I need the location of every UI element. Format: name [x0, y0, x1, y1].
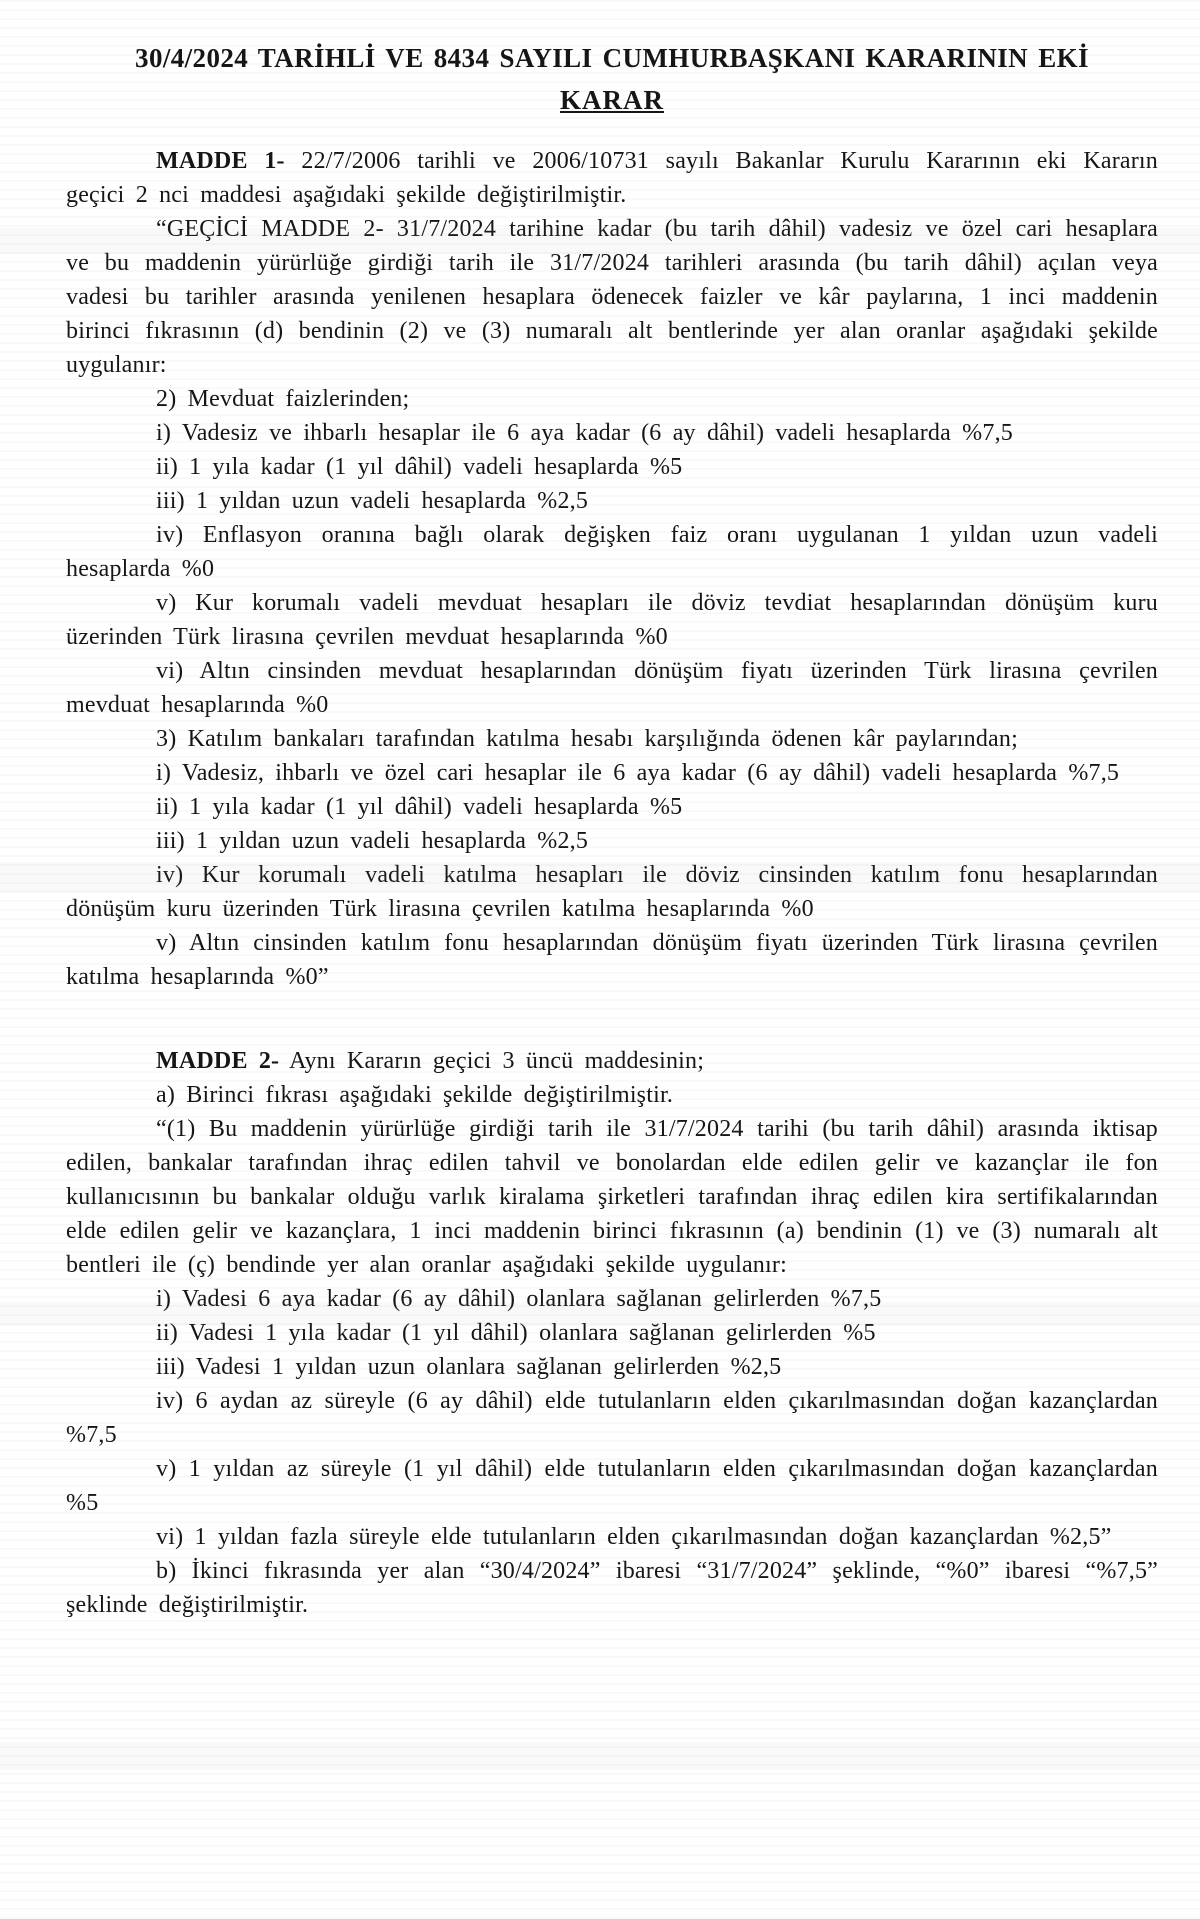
- madde1-item-2-iii: iii) 1 yıldan uzun vadeli hesaplarda %2,5: [156, 488, 589, 514]
- scan-artifact: [0, 1742, 1200, 1770]
- madde1-item-3-ii: ii) 1 yıla kadar (1 yıl dâhil) vadeli hesaplarda %5: [156, 794, 683, 820]
- madde1-item-2-v: v) Kur korumalı vadeli mevduat hesapları ile döviz tevdiat hesaplarından dönüşüm kuru üzerinden Türk lirasına çevrilen mevduat hesaplarında %0: [66, 590, 1158, 650]
- madde1-item-3-i: i) Vadesiz, ihbarlı ve özel cari hesaplar ile 6 aya kadar (6 ay dâhil) vadeli hesaplarda %7,5: [156, 760, 1120, 786]
- madde2-item-v: v) 1 yıldan az süreyle (1 yıl dâhil) elde tutulanların elden çıkarılmasından doğan kazançlardan %5: [66, 1456, 1158, 1516]
- madde1-item-2-i: i) Vadesiz ve ihbarlı hesaplar ile 6 aya kadar (6 ay dâhil) vadeli hesaplarda %7,5: [156, 420, 1013, 446]
- madde1-intro-text: 22/7/2006 tarihli ve 2006/10731 sayılı Bakanlar Kurulu Kararının eki Kararın geçici 2 nci maddesi aşağıdaki şekilde değiştirilmiştir.: [66, 148, 1159, 208]
- madde2-item-ii: ii) Vadesi 1 yıla kadar (1 yıl dâhil) olanlara sağlanan gelirlerden %5: [156, 1320, 876, 1346]
- madde2-item-iii: iii) Vadesi 1 yıldan uzun olanlara sağlanan gelirlerden %2,5: [156, 1354, 782, 1380]
- madde2-intro-text: Aynı Kararın geçici 3 üncü maddesinin;: [289, 1048, 705, 1074]
- madde2-item-i: i) Vadesi 6 aya kadar (6 ay dâhil) olanlara sağlanan gelirlerden %7,5: [156, 1286, 882, 1312]
- document-subtitle: KARAR: [560, 85, 664, 115]
- madde2-item-vi: vi) 1 yıldan fazla süreyle elde tutulanların elden çıkarılmasından doğan kazançlardan %2,5”: [156, 1524, 1112, 1550]
- madde1-item-3-v: v) Altın cinsinden katılım fonu hesaplarından dönüşüm fiyatı üzerinden Türk lirasına çevrilen katılma hesaplarında %0”: [66, 930, 1158, 990]
- madde1-item-2-vi: vi) Altın cinsinden mevduat hesaplarından dönüşüm fiyatı üzerinden Türk lirasına çevrilen mevduat hesaplarında %0: [66, 658, 1158, 718]
- madde2-fikra1-paragraph: “(1) Bu maddenin yürürlüğe girdiği tarih ile 31/7/2024 tarihi (bu tarih dâhil) arasında iktisap edilen, bankalar tarafından ihraç edilen tahvil ve bonolardan elde edilen gelir ve kazançlar ile fon kullanıcısının bu bankalar olduğu varlık kiralama şirketleri tarafından ihraç edilen kira sertifikalarından elde edilen gelir ve kazançlara, 1 inci maddenin birinci fıkrasının (a) bendinin (1) ve (3) numaralı alt bentleri ile (ç) bendinde yer alan oranlar aşağıdaki şekilde uygulanır:: [66, 1116, 1158, 1278]
- madde1-gecici-madde-paragraph: “GEÇİCİ MADDE 2- 31/7/2024 tarihine kadar (bu tarih dâhil) vadesiz ve özel cari hesaplara ve bu maddenin yürürlüğe girdiği tarih ile 31/7/2024 tarihleri arasında (bu tarih dâhil) açılan veya vadesi bu tarihler arasında yenilenen hesaplara ödenecek faizler ve kâr paylarına, 1 inci maddenin birinci fıkrasının (d) bendinin (2) ve (3) numaralı alt bentlerinde yer alan oranlar aşağıdaki şekilde uygulanır:: [66, 216, 1158, 378]
- madde1-label: MADDE 1-: [156, 148, 285, 174]
- document-title: 30/4/2024 TARİHLİ VE 8434 SAYILI CUMHURBAŞKANI KARARININ EKİ: [135, 43, 1089, 73]
- madde2-item-b: b) İkinci fıkrasında yer alan “30/4/2024” ibaresi “31/7/2024” şeklinde, “%0” ibaresi “%7,5” şeklinde değiştirilmiştir.: [66, 1558, 1158, 1618]
- madde1-item-2: 2) Mevduat faizlerinden;: [156, 386, 410, 412]
- madde2-intro-paragraph: [66, 1044, 1158, 1078]
- madde2-item-iv: iv) 6 aydan az süreyle (6 ay dâhil) elde tutulanların elden çıkarılmasından doğan kazançlardan %7,5: [66, 1388, 1158, 1448]
- madde1-item-3-iv: iv) Kur korumalı vadeli katılma hesapları ile döviz cinsinden katılım fonu hesaplarından dönüşüm kuru üzerinden Türk lirasına çevrilen katılma hesaplarında %0: [66, 862, 1158, 922]
- madde1-intro-paragraph: [66, 144, 1158, 212]
- madde1-item-3-iii: iii) 1 yıldan uzun vadeli hesaplarda %2,5: [156, 828, 589, 854]
- madde2-label: MADDE 2-: [156, 1048, 280, 1074]
- madde1-item-2-ii: ii) 1 yıla kadar (1 yıl dâhil) vadeli hesaplarda %5: [156, 454, 683, 480]
- madde2-item-a: a) Birinci fıkrası aşağıdaki şekilde değiştirilmiştir.: [156, 1082, 674, 1108]
- document-body: [66, 144, 1158, 1622]
- madde1-item-2-iv: iv) Enflasyon oranına bağlı olarak değişken faiz oranı uygulanan 1 yıldan uzun vadeli hesaplarda %0: [66, 522, 1158, 582]
- madde1-item-3: 3) Katılım bankaları tarafından katılma hesabı karşılığında ödenen kâr paylarından;: [156, 726, 1018, 752]
